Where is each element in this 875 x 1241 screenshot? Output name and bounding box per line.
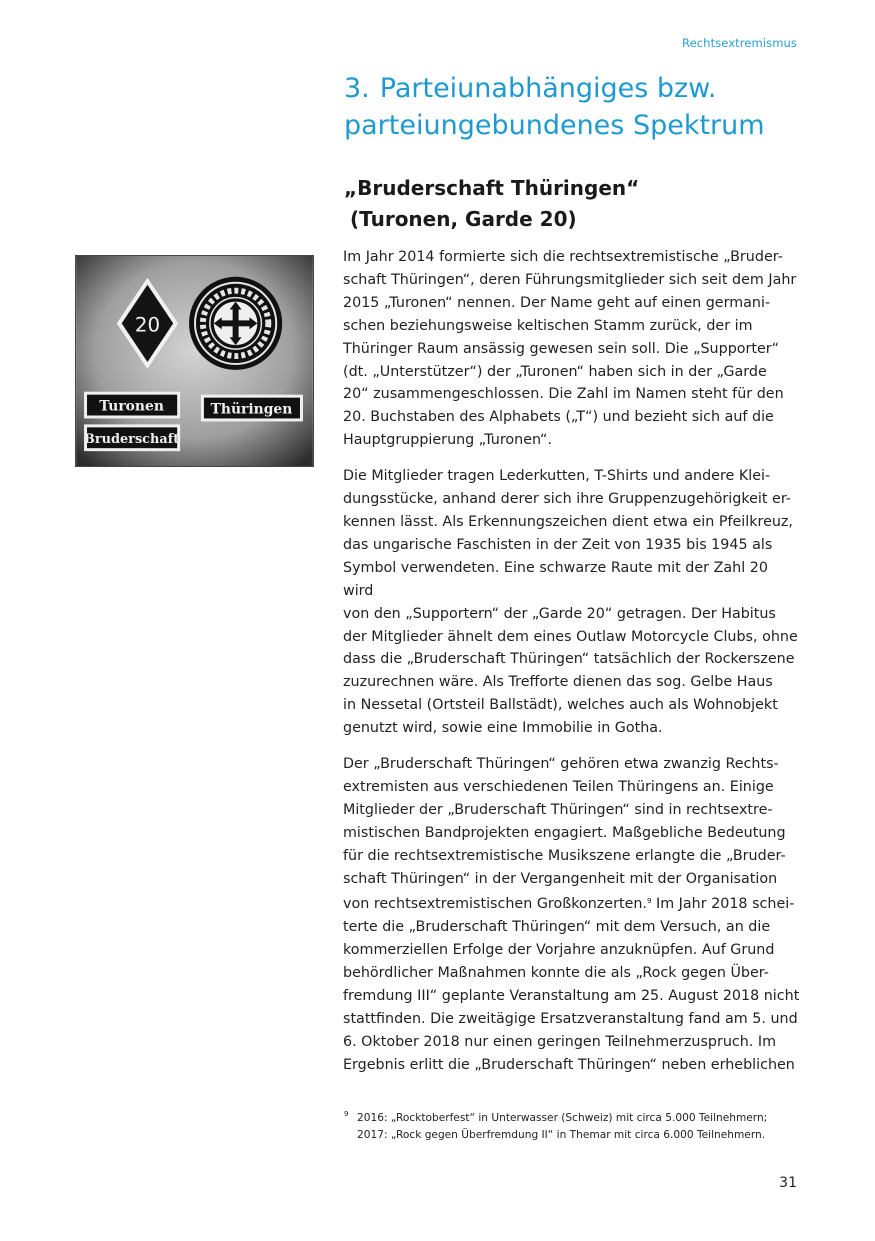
paragraph-2: Die Mitglieder tragen Lederkutten, T-Shirts und andere Klei- dungsstücke, anhand derer sich ihre Gruppenzugehörigkeit er- kennen lässt. Als Erkennungszeichen dient etwa ein Pfeilkreuz, das ungarische Faschisten in der Zeit von 1935 bis 1945 als Symbol verwendeten. Eine schwarze Raute mit der Zahl 20 wird von den „Supportern“ der „Garde 20“ getragen. Der Habitus der Mitglieder ähnelt dem eines Outlaw Motorcycle Clubs, ohne dass die „Bruderschaft Thüringen“ tatsächlich der Rockerszene zuzurechnen wäre. Als Trefforte dienen das sog. Gelbe Haus in Nessetal (Ortsteil Ballstädt), welches auch als Wohnobjekt genutzt wird, sowie eine Immobilie in Gotha. <box>343 468 798 737</box>
patch-thueringen-text: Thüringen <box>210 401 293 418</box>
section-heading-line1: „Bruderschaft Thüringen“ <box>344 176 640 200</box>
footnote-reference[interactable]: 9 <box>646 897 652 906</box>
footnote <box>344 1110 804 1144</box>
paragraph-3 <box>343 753 801 1077</box>
diamond-badge-number: 20 <box>134 313 161 337</box>
body-text <box>343 246 801 1090</box>
paragraph-3-part-b: Im Jahr 2018 schei- terte die „Bruderschaft Thüringen“ mit dem Versuch, an die kommerziellen Erfolge der Vorjahre anzuknüpfen. Auf Grund behördlicher Maßnahmen konnte die als „Rock gegen Über- fremdung III“ geplante Veranstaltung am 25. August 2018 nicht stattfinden. Die zweitägige Ersatzveranstaltung fand am 5. und 6. Oktober 2018 nur einen geringen Teilnehmerzuspruch. Im Ergebnis erlitt die „Bruderschaft Thüringen“ neben erheblichen <box>343 896 800 1073</box>
paragraph-3-part-a: Der „Bruderschaft Thüringen“ gehören etwa zwanzig Rechts- extremisten aus verschiedenen Teilen Thüringens an. Einige Mitglieder der „Bruderschaft Thüringen“ sind in rechtsextre- mistischen Bandprojekten engagiert. Maßgebliche Bedeutung für die rechtsextremistische Musikszene erlangte die „Bruder- schaft Thüringen“ in der Vergangenheit mit der Organisation von rechtsextremistischen Großkonzerten. <box>343 756 786 913</box>
chapter-number: 3. <box>344 73 370 104</box>
paragraph-1: Im Jahr 2014 formierte sich die rechtsextremistische „Bruder- schaft Thüringen“, deren Führungsmitglieder sich seit dem Jahr 2015 „Turonen“ nennen. Der Name geht auf einen germani- schen beziehungsweise keltischen Stamm zurück, der im Thüringer Raum ansässig gewesen sein soll. Die „Supporter“ (dt. „Unterstützer“) der „Turonen“ haben sich in der „Garde 20“ zusammengeschlossen. Die Zahl im Namen steht für den 20. Buchstaben des Alphabets („T“) und bezieht sich auf die Hauptgruppierung „Turonen“. <box>343 249 797 449</box>
chapter-title <box>344 70 814 144</box>
patch-bruderschaft <box>84 424 180 451</box>
page-number: 31 <box>779 1175 797 1191</box>
chapter-title-text: Parteiunabhängiges bzw. parteiungebundenes Spektrum <box>344 73 765 141</box>
running-head: Rechtsextremismus <box>682 36 797 50</box>
patch-turonen-text: Turonen <box>99 398 164 415</box>
patch-thueringen <box>201 395 303 422</box>
badges-photo <box>75 255 314 467</box>
footnote-text: 2016: „Rocktoberfest“ in Unterwasser (Schweiz) mit circa 5.000 Teilnehmern; 2017: „Rock gegen Überfremdung II“ in Themar mit circa 6.000 Teilnehmern. <box>357 1112 768 1141</box>
section-heading <box>344 173 804 235</box>
footnote-mark: 9 <box>344 1110 349 1118</box>
patch-turonen <box>84 392 180 419</box>
arrow-cross-badge-icon <box>189 277 282 370</box>
patch-bruderschaft-text: Bruderschaft <box>84 432 180 448</box>
section-heading-line2: (Turonen, Garde 20) <box>350 207 577 231</box>
